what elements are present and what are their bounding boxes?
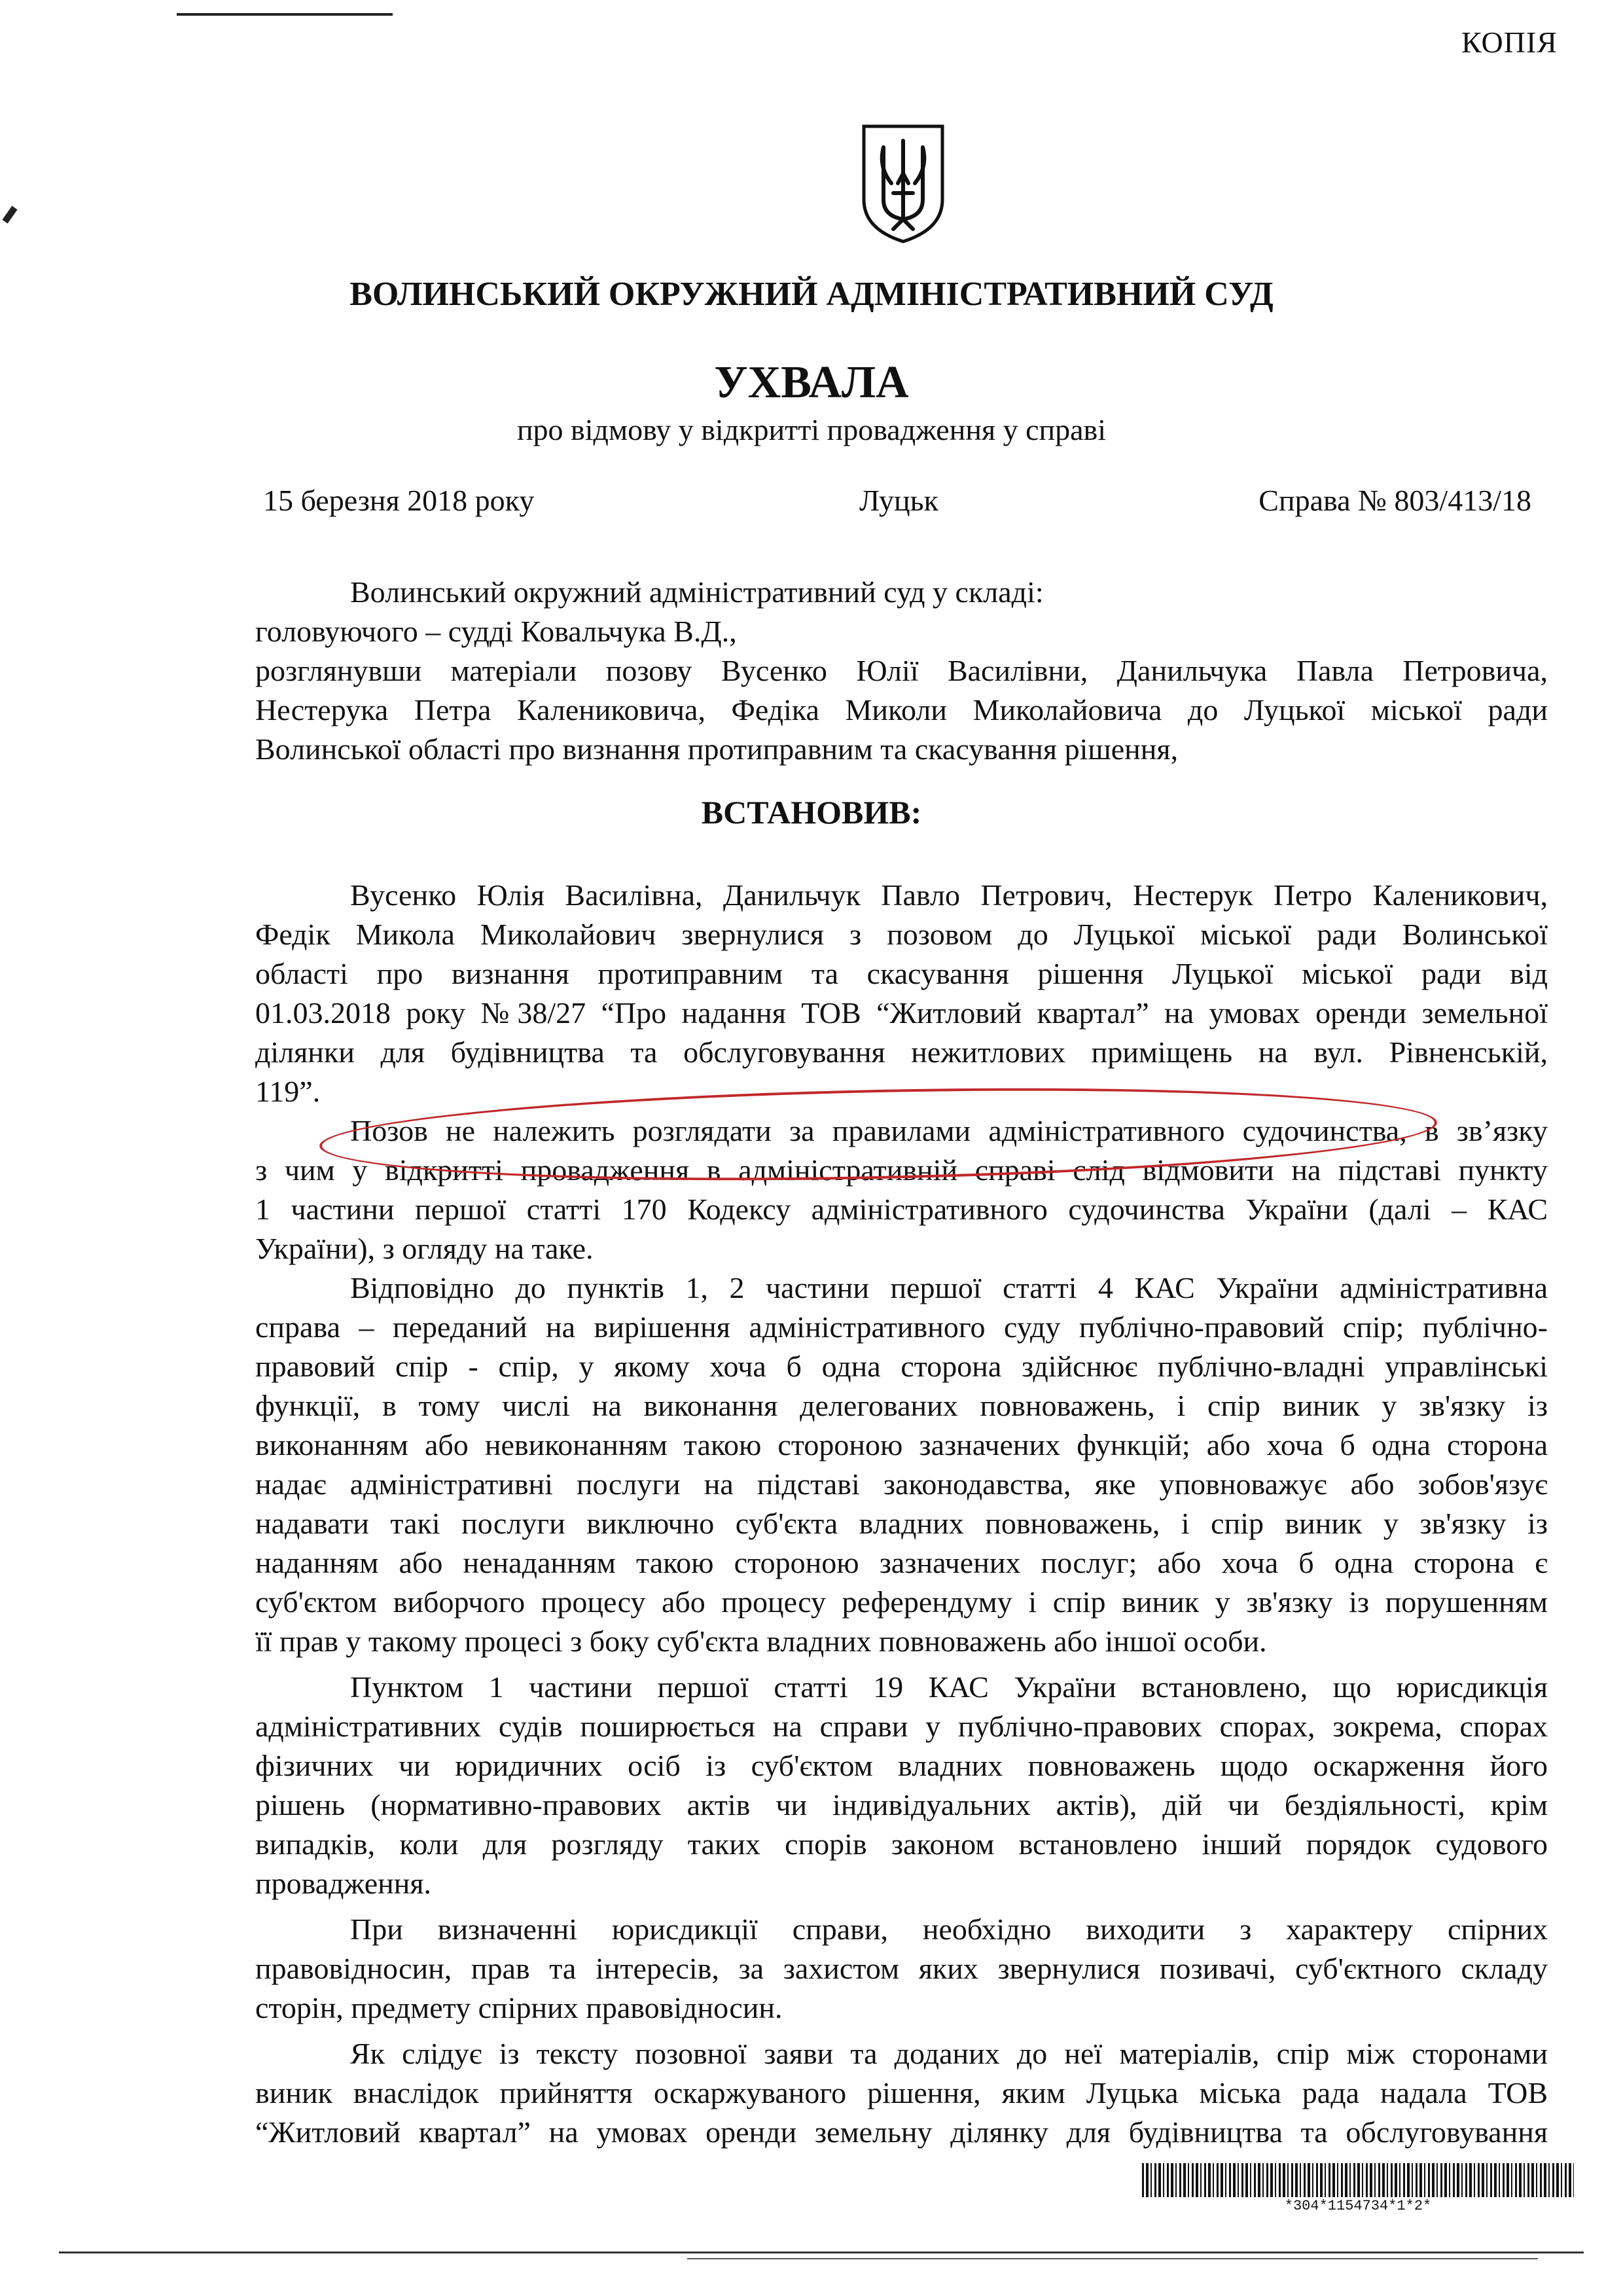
body-line: ділянки для будівництва та обслуговування нежитлових приміщень на вул. Рівненській, [255, 1035, 1548, 1069]
body-line: правовідносин, прав та інтересів, за захистом яких звернулися позивачі, суб'єктного складу [255, 1952, 1548, 1985]
body-line: виконанням або невиконанням такою стороною зазначених функцій; або хоча б одна сторона [255, 1428, 1548, 1462]
body-line: випадків, коли для розгляду таких спорів законом встановлено інший порядок судового [255, 1827, 1548, 1861]
body-line: суб'єктом виборчого процесу або процесу референдуму і спір виник у зв'язку із порушенням [255, 1585, 1548, 1619]
intro-line: головуючого – судді Ковальчука В.Д., [255, 615, 737, 648]
body-line: надавати такі послуги виключно суб'єкта владних повноважень, і спір виник у зв'язку із [255, 1507, 1548, 1540]
court-name: ВОЛИНСЬКИЙ ОКРУЖНИЙ АДМІНІСТРАТИВНИЙ СУД [349, 276, 1274, 313]
body-line: сторін, предмету спірних правовідносин. [255, 1991, 783, 2024]
body-line: “Житловий квартал” на умовах оренди земельну ділянку для будівництва та обслуговування [255, 2115, 1548, 2149]
body-line: При визначенні юрисдикції справи, необхідно виходити з характеру спірних [350, 1912, 1548, 1946]
bottom-rule [59, 2251, 1584, 2253]
copy-stamp: КОПІЯ [1461, 26, 1558, 59]
body-line: Вусенко Юлія Василівна, Данильчук Павло Петрович, Нестерук Петро Каленикович, [350, 878, 1548, 912]
body-line: наданням або ненаданням такою стороною зазначених послуг; або хоча б одна сторона є [255, 1546, 1548, 1579]
body-line: її прав у такому процесі з боку суб'єкта владних повноважень або іншої особи. [255, 1624, 1267, 1658]
barcode [1142, 2163, 1574, 2197]
body-line: справа – переданий на вирішення адміністративного суду публічно-правовий спір; публічно- [255, 1310, 1548, 1344]
document-subtitle: про відмову у відкритті провадження у справі [516, 413, 1107, 446]
body-line: з чим у відкритті провадження в адміністративній справі слід відмовити на підставі пункту [255, 1153, 1548, 1187]
document-date: 15 березня 2018 року [263, 484, 535, 517]
body-line: 119”. [255, 1075, 321, 1108]
body-line: Позов не належить розглядати за правилами адміністративного судочинства, в зв’язку [350, 1114, 1548, 1147]
body-line: України), з огляду на таке. [255, 1232, 594, 1265]
body-line: функції, в тому числі на виконання делегованих повноважень, і спір виник у зв'язку із [255, 1389, 1548, 1422]
scan-mark [2, 206, 17, 223]
intro-line: Волинський окружний адміністративний суд у складі: [350, 575, 1044, 609]
intro-line: Волинської області про визнання протиправним та скасування рішення, [255, 732, 1179, 766]
top-rule [177, 13, 393, 16]
body-line: фізичних чи юридичних осіб із суб'єктом владних повноважень щодо оскарження його [255, 1749, 1548, 1782]
body-line: 1 частини першої статті 170 Кодексу адміністративного судочинства України (далі – КАС [255, 1193, 1548, 1226]
body-line: адміністративних судів поширюється на справи у публічно-правових спорах, зокрема, спорах [255, 1710, 1548, 1743]
body-line: Федік Микола Миколайович звернулися з позовом до Луцької міської ради Волинської [255, 918, 1548, 951]
body-line: 01.03.2018 року №38/27 “Про надання ТОВ “Житловий квартал” на умовах оренди земельної [255, 996, 1548, 1030]
body-line: виник внаслідок прийняття оскаржуваного рішення, яким Луцька міська рада надала ТОВ [255, 2076, 1548, 2109]
intro-line: Нестерука Петра Калениковича, Федіка Миколи Миколайовича до Луцької міської ради [255, 693, 1548, 726]
body-line: рішень (нормативно-правових актів чи індивідуальних актів), дій чи бездіяльності, крім [255, 1788, 1548, 1821]
section-heading: ВСТАНОВИВ: [701, 794, 922, 831]
document-city: Луцьк [859, 484, 938, 517]
body-line: Пунктом 1 частини першої статті 19 КАС України встановлено, що юрисдикція [350, 1670, 1548, 1704]
intro-line: розглянувши матеріали позову Вусенко Юлії Василівни, Данильчука Павла Петровича, [255, 654, 1548, 687]
body-line: провадження. [255, 1867, 432, 1900]
case-number: Справа № 803/413/18 [1258, 484, 1531, 517]
body-line: області про визнання протиправним та скасування рішення Луцької міської ради від [255, 957, 1548, 990]
body-line: Як слідує із тексту позовної заяви та доданих до неї матеріалів, спір між сторонами [350, 2037, 1548, 2070]
barcode-number: *304*1154734*1*2* [1284, 2198, 1432, 2214]
trident-coat-of-arms-icon [857, 121, 949, 245]
body-line: правовий спір - спір, у якому хоча б одна сторона здійснює публічно-владні управлінські [255, 1350, 1548, 1383]
body-line: Відповідно до пунктів 1, 2 частини першої статті 4 КАС України адміністративна [350, 1271, 1548, 1304]
body-line: надає адміністративні послуги на підставі законодавства, яке уповноважує або зобов'язує [255, 1467, 1548, 1501]
bottom-rule [687, 2258, 1538, 2259]
document-title: УХВАЛА [714, 357, 909, 408]
